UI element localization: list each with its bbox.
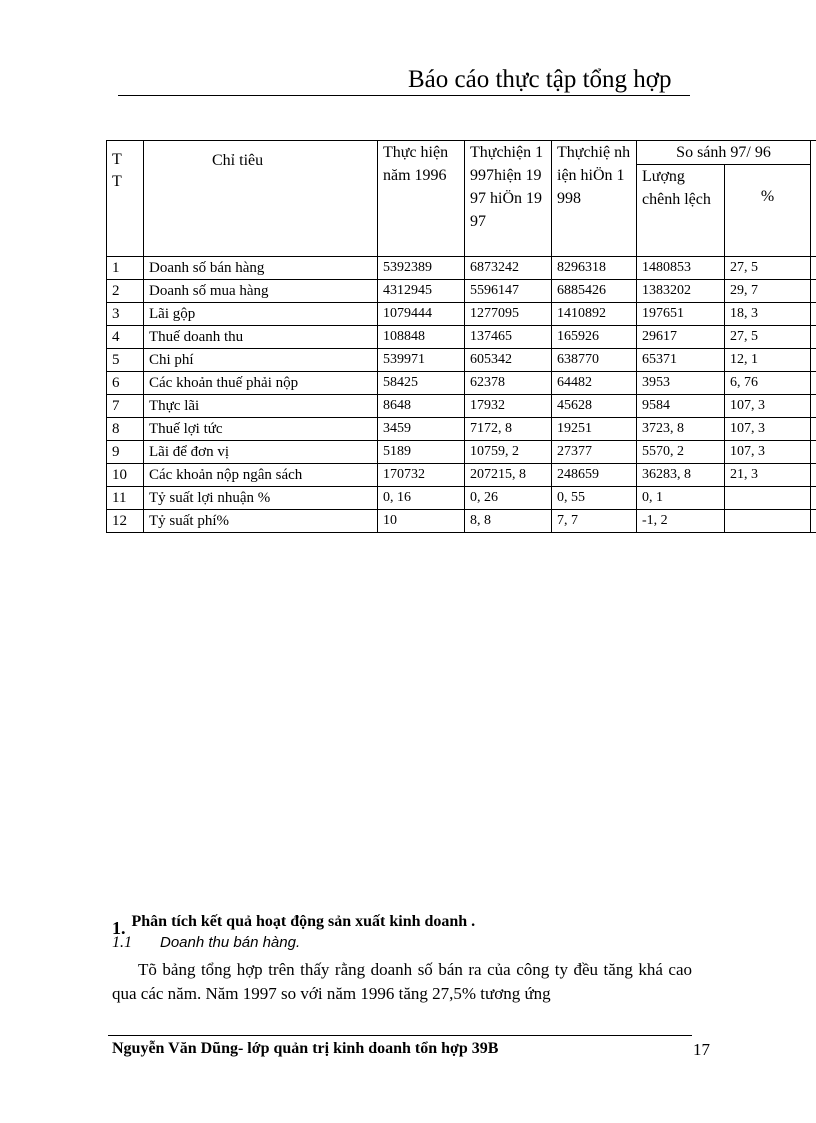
cell-extra (811, 280, 816, 303)
cell-extra (811, 441, 816, 464)
cell-pct: 107, 3 (725, 418, 811, 441)
cell-name: Thực lãi (144, 395, 378, 418)
cell-extra (811, 487, 816, 510)
table-row (107, 441, 816, 464)
cell-name: Lãi để đơn vị (144, 441, 378, 464)
cell-tt: 6 (107, 372, 144, 395)
cell-extra (811, 326, 816, 349)
subsection-number: 1.1 (112, 934, 132, 951)
cell-1998: 1410892 (552, 303, 637, 326)
cell-1997: 17932 (465, 395, 552, 418)
cell-extra (811, 464, 816, 487)
cell-tt: 5 (107, 349, 144, 372)
section-number: 1. (112, 918, 126, 938)
cell-name: Chi phí (144, 349, 378, 372)
subsection-heading (112, 934, 300, 952)
cell-diff: 3953 (637, 372, 725, 395)
table-row (107, 280, 816, 303)
cell-tt: 1 (107, 257, 144, 280)
cell-extra (811, 418, 816, 441)
body-paragraph (112, 958, 692, 1006)
section-heading-text: Phân tích kết quả hoạt động sản xuất kinh doanh . (131, 913, 476, 930)
cell-diff: 0, 1 (637, 487, 725, 510)
header-1998: Thựchiệ nhiện hiÖn 1998 (552, 141, 637, 257)
cell-pct (725, 487, 811, 510)
body-paragraph-text: Tõ bảng tổng hợp trên thấy rằng doanh số bán ra của công ty đều tăng khá cao qua các năm. Năm 1997 so với năm 1996 tăng 27,5% tương ứng (112, 960, 692, 1003)
cell-1996: 4312945 (378, 280, 465, 303)
cell-diff: 5570, 2 (637, 441, 725, 464)
cell-pct: 21, 3 (725, 464, 811, 487)
cell-1996: 3459 (378, 418, 465, 441)
cell-1998: 165926 (552, 326, 637, 349)
cell-name: Lãi gộp (144, 303, 378, 326)
cell-name: Tỷ suất lợi nhuận % (144, 487, 378, 510)
cell-1998: 248659 (552, 464, 637, 487)
cell-1996: 170732 (378, 464, 465, 487)
cell-pct: 29, 7 (725, 280, 811, 303)
cell-extra (811, 349, 816, 372)
cell-1998: 6885426 (552, 280, 637, 303)
cell-diff: 36283, 8 (637, 464, 725, 487)
cell-1997: 0, 26 (465, 487, 552, 510)
cell-1997: 207215, 8 (465, 464, 552, 487)
cell-1996: 10 (378, 510, 465, 533)
cell-1997: 62378 (465, 372, 552, 395)
header-tt: T T (107, 141, 144, 257)
cell-diff: 65371 (637, 349, 725, 372)
cell-pct: 6, 76 (725, 372, 811, 395)
page-number: 17 (693, 1040, 710, 1059)
cell-1996: 1079444 (378, 303, 465, 326)
cell-1996: 5189 (378, 441, 465, 464)
cell-tt: 9 (107, 441, 144, 464)
header-extra-col (811, 141, 816, 257)
cell-pct: 107, 3 (725, 395, 811, 418)
cell-1997: 8, 8 (465, 510, 552, 533)
cell-1998: 0, 55 (552, 487, 637, 510)
table-row (107, 326, 816, 349)
table-row (107, 372, 816, 395)
table-row (107, 257, 816, 280)
cell-diff: 1383202 (637, 280, 725, 303)
cell-tt: 4 (107, 326, 144, 349)
cell-pct (725, 510, 811, 533)
header-diff: Lượng chênh lệch (637, 165, 725, 257)
table-body (107, 257, 816, 533)
footer-author: Nguyễn Văn Dũng- lớp quản trị kinh doanh tổn hợp 39B (112, 1040, 499, 1057)
cell-tt: 8 (107, 418, 144, 441)
cell-1996: 5392389 (378, 257, 465, 280)
table-row (107, 349, 816, 372)
table-row (107, 395, 816, 418)
cell-1998: 19251 (552, 418, 637, 441)
cell-1997: 6873242 (465, 257, 552, 280)
cell-1997: 10759, 2 (465, 441, 552, 464)
cell-1997: 605342 (465, 349, 552, 372)
header-1996: Thực hiện năm 1996 (378, 141, 465, 257)
cell-1998: 27377 (552, 441, 637, 464)
cell-1997: 7172, 8 (465, 418, 552, 441)
cell-diff: 9584 (637, 395, 725, 418)
cell-tt: 7 (107, 395, 144, 418)
cell-diff: -1, 2 (637, 510, 725, 533)
cell-pct: 27, 5 (725, 326, 811, 349)
cell-1996: 108848 (378, 326, 465, 349)
cell-1998: 8296318 (552, 257, 637, 280)
report-table (106, 140, 816, 533)
header-rule (118, 95, 690, 96)
cell-1996: 8648 (378, 395, 465, 418)
table-row (107, 487, 816, 510)
cell-tt: 11 (107, 487, 144, 510)
table-row (107, 418, 816, 441)
section-heading (112, 910, 476, 938)
cell-extra (811, 303, 816, 326)
cell-name: Doanh số bán hàng (144, 257, 378, 280)
table-row (107, 510, 816, 533)
cell-pct: 27, 5 (725, 257, 811, 280)
footer-rule (108, 1035, 692, 1036)
header-pct: % (725, 165, 811, 257)
table-row (107, 464, 816, 487)
cell-name: Các khoản nộp ngân sách (144, 464, 378, 487)
cell-diff: 197651 (637, 303, 725, 326)
cell-extra (811, 257, 816, 280)
cell-1996: 539971 (378, 349, 465, 372)
cell-extra (811, 395, 816, 418)
cell-1997: 5596147 (465, 280, 552, 303)
cell-name: Tỷ suất phí% (144, 510, 378, 533)
cell-1998: 638770 (552, 349, 637, 372)
cell-pct: 18, 3 (725, 303, 811, 326)
table-row (107, 303, 816, 326)
cell-diff: 1480853 (637, 257, 725, 280)
cell-tt: 2 (107, 280, 144, 303)
cell-tt: 10 (107, 464, 144, 487)
header-compare: So sánh 97/ 96 (637, 141, 811, 165)
cell-tt: 3 (107, 303, 144, 326)
cell-pct: 12, 1 (725, 349, 811, 372)
header-chi-tieu: Chỉ tiêu (144, 141, 378, 257)
cell-1998: 64482 (552, 372, 637, 395)
cell-extra (811, 510, 816, 533)
cell-name: Các khoản thuế phải nộp (144, 372, 378, 395)
header-1997: Thựchiện 1997hiện 1997 hiÖn 1997 (465, 141, 552, 257)
cell-name: Doanh số mua hàng (144, 280, 378, 303)
cell-name: Thuế doanh thu (144, 326, 378, 349)
cell-1996: 0, 16 (378, 487, 465, 510)
document-header-title: Báo cáo thực tập tổng hợp (408, 66, 672, 93)
cell-diff: 3723, 8 (637, 418, 725, 441)
cell-tt: 12 (107, 510, 144, 533)
cell-diff: 29617 (637, 326, 725, 349)
cell-extra (811, 372, 816, 395)
cell-1998: 45628 (552, 395, 637, 418)
cell-1997: 1277095 (465, 303, 552, 326)
cell-pct: 107, 3 (725, 441, 811, 464)
cell-name: Thuế lợi tức (144, 418, 378, 441)
subsection-heading-text: Doanh thu bán hàng. (160, 934, 301, 951)
cell-1998: 7, 7 (552, 510, 637, 533)
cell-1996: 58425 (378, 372, 465, 395)
cell-1997: 137465 (465, 326, 552, 349)
